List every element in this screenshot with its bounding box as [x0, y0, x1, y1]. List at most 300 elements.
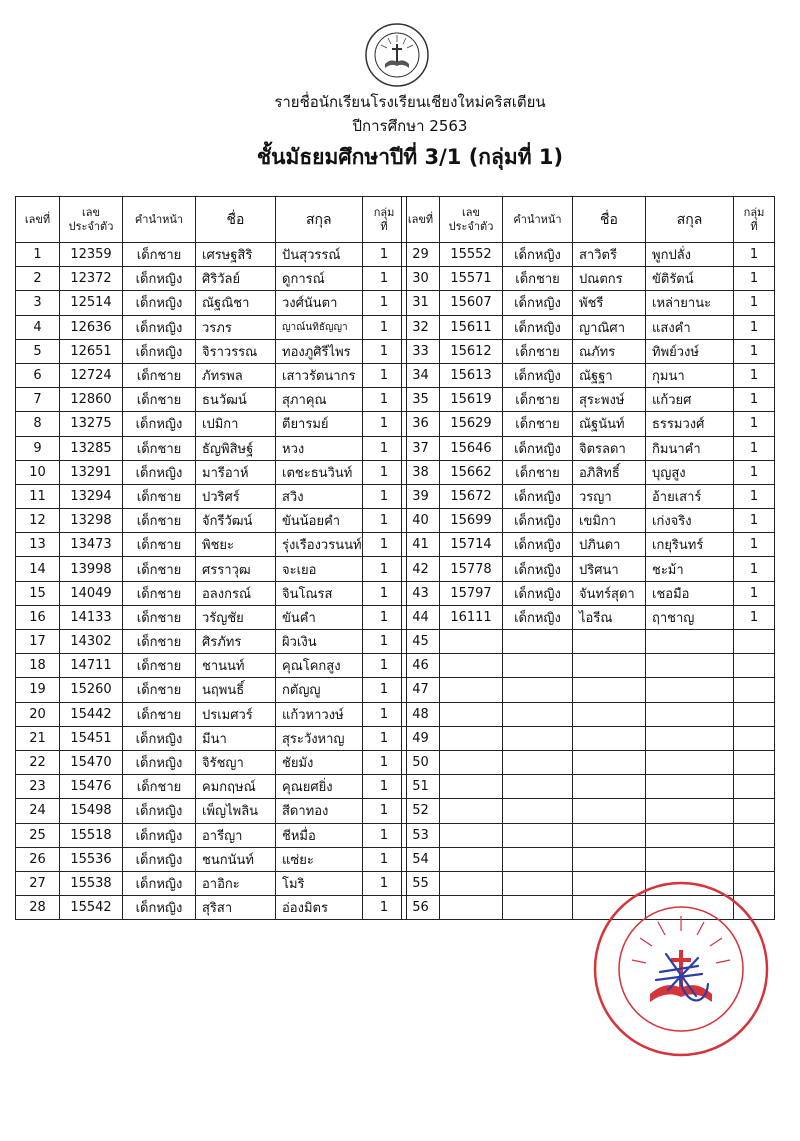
header-group — [362, 197, 406, 243]
school-logo — [357, 20, 437, 90]
row-number: 34 — [402, 363, 440, 387]
group-number: 1 — [362, 315, 406, 339]
row-number: 55 — [402, 871, 440, 895]
student-id: 15714 — [440, 533, 503, 557]
group-number: 1 — [362, 847, 406, 871]
student-id: 12651 — [60, 339, 123, 363]
first-name: อลงกรณ์ — [196, 581, 276, 605]
table-row — [402, 630, 775, 654]
student-id: 15672 — [440, 484, 503, 508]
table-row — [16, 339, 407, 363]
table-row — [16, 896, 407, 920]
student-table-left — [15, 196, 407, 920]
group-number: 1 — [362, 775, 406, 799]
row-number: 46 — [402, 654, 440, 678]
name-prefix: เด็กหญิง — [123, 339, 196, 363]
group-number: 1 — [362, 339, 406, 363]
group-number — [734, 750, 775, 774]
name-prefix: เด็กชาย — [123, 702, 196, 726]
table-row — [16, 315, 407, 339]
group-number: 1 — [362, 823, 406, 847]
table-row — [402, 339, 775, 363]
header-student-id-line1: เลข — [461, 205, 481, 219]
first-name: จันทร์สุดา — [573, 581, 646, 605]
table-row — [402, 678, 775, 702]
table-row — [16, 605, 407, 629]
last-name — [646, 799, 734, 823]
row-number: 19 — [16, 678, 60, 702]
first-name: ธนวัฒน์ — [196, 388, 276, 412]
first-name: ศิริวัลย์ — [196, 267, 276, 291]
last-name: แซ่ยะ — [276, 847, 363, 871]
row-number: 3 — [16, 291, 60, 315]
last-name: อ่องมิตร — [276, 896, 363, 920]
group-number: 1 — [362, 509, 406, 533]
row-number: 36 — [402, 412, 440, 436]
name-prefix — [503, 799, 573, 823]
last-name: ชัยมัง — [276, 750, 363, 774]
student-id: 15538 — [60, 871, 123, 895]
name-prefix: เด็กชาย — [123, 484, 196, 508]
name-prefix: เด็กหญิง — [123, 750, 196, 774]
group-number — [734, 654, 775, 678]
group-number — [734, 726, 775, 750]
student-id: 15451 — [60, 726, 123, 750]
last-name: สีดาทอง — [276, 799, 363, 823]
first-name: ญาณิศา — [573, 315, 646, 339]
first-name: จิราวรรณ — [196, 339, 276, 363]
row-number: 33 — [402, 339, 440, 363]
student-id: 15552 — [440, 243, 503, 267]
row-number: 35 — [402, 388, 440, 412]
group-number: 1 — [362, 243, 406, 267]
name-prefix: เด็กหญิง — [123, 267, 196, 291]
group-number: 1 — [362, 291, 406, 315]
name-prefix: เด็กหญิง — [503, 436, 573, 460]
table-row — [16, 509, 407, 533]
first-name: วรภร — [196, 315, 276, 339]
student-id: 15498 — [60, 799, 123, 823]
student-id — [440, 896, 503, 920]
student-id: 12636 — [60, 315, 123, 339]
table-row — [16, 702, 407, 726]
name-prefix: เด็กหญิง — [503, 605, 573, 629]
group-number: 1 — [362, 654, 406, 678]
name-prefix: เด็กชาย — [123, 581, 196, 605]
row-number: 41 — [402, 533, 440, 557]
name-prefix: เด็กชาย — [503, 388, 573, 412]
last-name — [646, 847, 734, 871]
student-id: 12372 — [60, 267, 123, 291]
row-number: 38 — [402, 460, 440, 484]
row-number: 11 — [16, 484, 60, 508]
name-prefix — [503, 896, 573, 920]
name-prefix: เด็กชาย — [123, 654, 196, 678]
group-number: 1 — [362, 484, 406, 508]
last-name: ขัติรัตน์ — [646, 267, 734, 291]
group-number: 1 — [362, 436, 406, 460]
student-id: 15536 — [60, 847, 123, 871]
name-prefix: เด็กหญิง — [123, 896, 196, 920]
name-prefix: เด็กหญิง — [503, 243, 573, 267]
row-number: 52 — [402, 799, 440, 823]
student-id — [440, 847, 503, 871]
first-name: จักรีวัฒน์ — [196, 509, 276, 533]
first-name: มีนา — [196, 726, 276, 750]
first-name — [573, 847, 646, 871]
header-first-name: ชื่อ — [196, 197, 276, 243]
name-prefix: เด็กชาย — [123, 363, 196, 387]
first-name: เขมิกา — [573, 509, 646, 533]
last-name: ทิพย์วงษ์ — [646, 339, 734, 363]
last-name: ธรรมวงศ์ — [646, 412, 734, 436]
last-name: แสงคำ — [646, 315, 734, 339]
group-number: 1 — [362, 533, 406, 557]
first-name: ภัทรพล — [196, 363, 276, 387]
row-number: 15 — [16, 581, 60, 605]
row-number: 13 — [16, 533, 60, 557]
first-name: พัชรี — [573, 291, 646, 315]
header-group-line2: ที่ — [380, 219, 388, 233]
row-number: 51 — [402, 775, 440, 799]
table-row — [402, 291, 775, 315]
name-prefix: เด็กชาย — [503, 267, 573, 291]
table-row — [402, 533, 775, 557]
first-name: สาวิตรี — [573, 243, 646, 267]
first-name: ชนกนันท์ — [196, 847, 276, 871]
group-number: 1 — [734, 509, 775, 533]
first-name: อารีญา — [196, 823, 276, 847]
first-name: ปริศนา — [573, 557, 646, 581]
table-row — [16, 363, 407, 387]
student-id: 14302 — [60, 630, 123, 654]
group-number: 1 — [362, 267, 406, 291]
group-number: 1 — [362, 388, 406, 412]
table-row — [402, 267, 775, 291]
first-name: ณภัทร — [573, 339, 646, 363]
header-no: เลขที่ — [402, 197, 440, 243]
row-number: 56 — [402, 896, 440, 920]
header-first-name: ชื่อ — [573, 197, 646, 243]
student-id: 16111 — [440, 605, 503, 629]
row-number: 44 — [402, 605, 440, 629]
table-row — [402, 605, 775, 629]
last-name: เกยุรินทร์ — [646, 533, 734, 557]
first-name: ณัฐฐา — [573, 363, 646, 387]
table-row — [16, 630, 407, 654]
group-number: 1 — [362, 702, 406, 726]
group-number: 1 — [734, 339, 775, 363]
group-number: 1 — [362, 557, 406, 581]
header-student-id-line2: ประจำตัว — [68, 219, 114, 233]
table-row — [402, 460, 775, 484]
row-number: 12 — [16, 509, 60, 533]
last-name — [646, 823, 734, 847]
name-prefix: เด็กหญิง — [503, 557, 573, 581]
row-number: 17 — [16, 630, 60, 654]
last-name — [646, 678, 734, 702]
row-number: 42 — [402, 557, 440, 581]
last-name: ตียารมย์ — [276, 412, 363, 436]
last-name — [646, 726, 734, 750]
group-number: 1 — [362, 726, 406, 750]
student-id — [440, 750, 503, 774]
group-number: 1 — [362, 460, 406, 484]
student-id: 13285 — [60, 436, 123, 460]
name-prefix: เด็กหญิง — [503, 363, 573, 387]
group-number: 1 — [362, 412, 406, 436]
table-row — [16, 484, 407, 508]
first-name — [573, 726, 646, 750]
student-id: 15571 — [440, 267, 503, 291]
row-number: 10 — [16, 460, 60, 484]
name-prefix: เด็กชาย — [123, 388, 196, 412]
row-number: 9 — [16, 436, 60, 460]
group-number: 1 — [734, 388, 775, 412]
first-name — [573, 823, 646, 847]
row-number: 31 — [402, 291, 440, 315]
row-number: 48 — [402, 702, 440, 726]
student-id: 13473 — [60, 533, 123, 557]
table-row — [402, 315, 775, 339]
last-name — [646, 702, 734, 726]
last-name — [646, 630, 734, 654]
last-name: ปันสุวรรณ์ — [276, 243, 363, 267]
table-row — [402, 654, 775, 678]
last-name: สุระวังหาญ — [276, 726, 363, 750]
document-title: รายชื่อนักเรียนโรงเรียนเชียงใหม่คริสเตียน — [274, 93, 546, 111]
student-id: 13275 — [60, 412, 123, 436]
first-name — [573, 702, 646, 726]
last-name: กุมนา — [646, 363, 734, 387]
last-name: วงศ์นันตา — [276, 291, 363, 315]
student-id: 15646 — [440, 436, 503, 460]
name-prefix: เด็กหญิง — [503, 581, 573, 605]
name-prefix: เด็กชาย — [123, 775, 196, 799]
student-id: 12860 — [60, 388, 123, 412]
last-name: เสาวรัตนากร — [276, 363, 363, 387]
group-number: 1 — [734, 315, 775, 339]
table-row — [402, 847, 775, 871]
first-name: ปรเมศวร์ — [196, 702, 276, 726]
last-name: ขันน้อยคำ — [276, 509, 363, 533]
header-student-id-line1: เลข — [81, 205, 101, 219]
name-prefix: เด็กชาย — [123, 243, 196, 267]
student-id — [440, 775, 503, 799]
row-number: 4 — [16, 315, 60, 339]
row-number: 21 — [16, 726, 60, 750]
name-prefix: เด็กหญิง — [123, 315, 196, 339]
first-name: สุริสา — [196, 896, 276, 920]
table-row — [16, 436, 407, 460]
first-name: สุระพงษ์ — [573, 388, 646, 412]
student-id: 15778 — [440, 557, 503, 581]
last-name: พูกปลั่ง — [646, 243, 734, 267]
student-id: 13294 — [60, 484, 123, 508]
table-row — [16, 581, 407, 605]
table-header-row — [16, 197, 407, 243]
group-number: 1 — [362, 750, 406, 774]
row-number: 20 — [16, 702, 60, 726]
student-id: 15611 — [440, 315, 503, 339]
last-name: กตัญญู — [276, 678, 363, 702]
group-number: 1 — [734, 412, 775, 436]
first-name: ณัฐนันท์ — [573, 412, 646, 436]
table-row — [16, 871, 407, 895]
last-name: สวิง — [276, 484, 363, 508]
last-name: แก้วยศ — [646, 388, 734, 412]
table-row — [402, 363, 775, 387]
table-row — [402, 823, 775, 847]
last-name: แก้วหาวงษ์ — [276, 702, 363, 726]
student-id — [440, 799, 503, 823]
last-name: เตชะธนวินท์ — [276, 460, 363, 484]
table-row — [402, 750, 775, 774]
last-name: หวง — [276, 436, 363, 460]
student-id: 14049 — [60, 581, 123, 605]
last-name: เชอมือ — [646, 581, 734, 605]
first-name: พิชยะ — [196, 533, 276, 557]
row-number: 29 — [402, 243, 440, 267]
table-row — [16, 243, 407, 267]
first-name: ธัญพิสิษฐ์ — [196, 436, 276, 460]
row-number: 32 — [402, 315, 440, 339]
table-row — [402, 726, 775, 750]
first-name: ณัฐณิชา — [196, 291, 276, 315]
header-last-name: สกุล — [646, 197, 734, 243]
student-id: 15699 — [440, 509, 503, 533]
table-row — [402, 581, 775, 605]
last-name — [646, 775, 734, 799]
header-student-id — [60, 197, 123, 243]
name-prefix — [503, 750, 573, 774]
last-name: เหล่ายานะ — [646, 291, 734, 315]
name-prefix: เด็กหญิง — [123, 823, 196, 847]
table-row — [16, 678, 407, 702]
first-name: จิรัชญา — [196, 750, 276, 774]
row-number: 54 — [402, 847, 440, 871]
group-number — [734, 847, 775, 871]
group-number: 1 — [362, 871, 406, 895]
student-id: 15607 — [440, 291, 503, 315]
group-number: 1 — [734, 605, 775, 629]
header-prefix: คำนำหน้า — [123, 197, 196, 243]
name-prefix: เด็กหญิง — [123, 460, 196, 484]
first-name: วรัญชัย — [196, 605, 276, 629]
table-row — [16, 775, 407, 799]
student-id: 15613 — [440, 363, 503, 387]
row-number: 8 — [16, 412, 60, 436]
student-id: 15442 — [60, 702, 123, 726]
student-id: 15260 — [60, 678, 123, 702]
first-name: อภิสิทธิ์ — [573, 460, 646, 484]
header-group-line1: กลุ่ม — [743, 205, 765, 219]
group-number: 1 — [734, 484, 775, 508]
group-number: 1 — [734, 460, 775, 484]
name-prefix — [503, 775, 573, 799]
name-prefix: เด็กหญิง — [503, 315, 573, 339]
table-row — [16, 847, 407, 871]
table-row — [16, 654, 407, 678]
student-id: 15619 — [440, 388, 503, 412]
first-name — [573, 775, 646, 799]
name-prefix — [503, 871, 573, 895]
last-name: สุภาคุณ — [276, 388, 363, 412]
student-id: 15629 — [440, 412, 503, 436]
table-row — [16, 726, 407, 750]
row-number: 6 — [16, 363, 60, 387]
student-id: 15476 — [60, 775, 123, 799]
name-prefix: เด็กหญิง — [123, 291, 196, 315]
first-name: เศรษฐสิริ — [196, 243, 276, 267]
first-name: ศรราวุฒ — [196, 557, 276, 581]
group-number: 1 — [734, 436, 775, 460]
student-id: 12359 — [60, 243, 123, 267]
student-id: 12724 — [60, 363, 123, 387]
table-row — [16, 267, 407, 291]
group-number — [734, 799, 775, 823]
group-number — [734, 630, 775, 654]
table-row — [402, 436, 775, 460]
name-prefix: เด็กชาย — [503, 339, 573, 363]
row-number: 18 — [16, 654, 60, 678]
header-last-name: สกุล — [276, 197, 363, 243]
table-row — [402, 775, 775, 799]
table-row — [16, 823, 407, 847]
name-prefix: เด็กชาย — [123, 509, 196, 533]
name-prefix: เด็กหญิง — [503, 509, 573, 533]
name-prefix: เด็กชาย — [503, 412, 573, 436]
group-number: 1 — [734, 267, 775, 291]
first-name: เพ็ญไพลิน — [196, 799, 276, 823]
row-number: 45 — [402, 630, 440, 654]
table-row — [16, 291, 407, 315]
name-prefix — [503, 823, 573, 847]
name-prefix: เด็กชาย — [123, 678, 196, 702]
first-name: ชานนท์ — [196, 654, 276, 678]
group-number: 1 — [362, 363, 406, 387]
school-stamp — [588, 876, 774, 1062]
student-id: 12514 — [60, 291, 123, 315]
last-name: คุณโคกสูง — [276, 654, 363, 678]
name-prefix: เด็กชาย — [503, 460, 573, 484]
first-name: คมกฤษณ์ — [196, 775, 276, 799]
first-name: เปมิกา — [196, 412, 276, 436]
name-prefix: เด็กหญิง — [123, 847, 196, 871]
table-row — [16, 750, 407, 774]
student-id: 15797 — [440, 581, 503, 605]
name-prefix — [503, 630, 573, 654]
first-name — [573, 750, 646, 774]
first-name: จิตรลดา — [573, 436, 646, 460]
class-title: ชั้นมัธยมศึกษาปีที่ 3/1 (กลุ่มที่ 1) — [256, 145, 564, 169]
row-number: 40 — [402, 509, 440, 533]
first-name: ปภินดา — [573, 533, 646, 557]
last-name: รุ่งเรืองวรนนท์ — [276, 533, 363, 557]
student-table-right — [401, 196, 775, 920]
student-id — [440, 678, 503, 702]
first-name: ปณตกร — [573, 267, 646, 291]
student-id — [440, 702, 503, 726]
student-id — [440, 726, 503, 750]
row-number: 37 — [402, 436, 440, 460]
student-id: 14711 — [60, 654, 123, 678]
first-name: อาอิกะ — [196, 871, 276, 895]
group-number: 1 — [362, 896, 406, 920]
name-prefix: เด็กหญิง — [503, 291, 573, 315]
row-number: 1 — [16, 243, 60, 267]
name-prefix: เด็กหญิง — [123, 412, 196, 436]
